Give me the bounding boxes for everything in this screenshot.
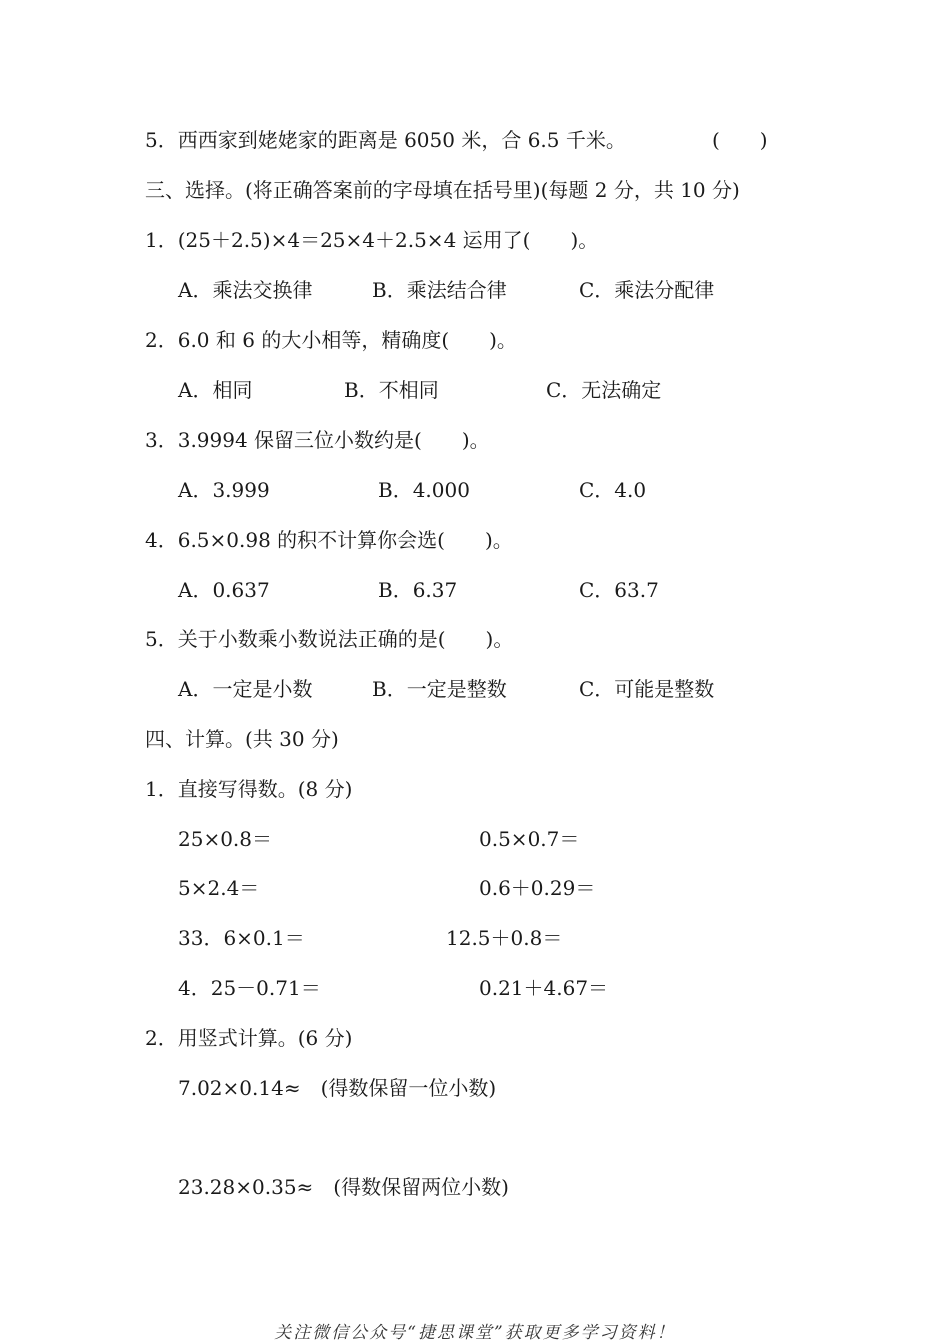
option-b: B．4.000 [378, 478, 470, 502]
option-a: A．0.637 [178, 578, 270, 602]
option-b: B．一定是整数 [372, 677, 507, 701]
option-c: C．可能是整数 [579, 677, 715, 701]
calc-item: 12.5＋0.8＝ [446, 926, 563, 950]
option-c: C．4.0 [579, 478, 647, 502]
subsection-title-vertical: 2．用竖式计算。(6 分) [145, 1026, 353, 1050]
choice-question-stem: 4．6.5×0.98 的积不计算你会选( )。 [145, 528, 513, 552]
option-a: A．相同 [178, 378, 253, 402]
choice-question-stem: 3．3.9994 保留三位小数约是( )。 [145, 428, 490, 452]
option-a: A．一定是小数 [178, 677, 313, 701]
vertical-calc-item: 23.28×0.35≈ (得数保留两位小数) [178, 1175, 509, 1199]
option-c: C．乘法分配律 [579, 278, 715, 302]
calc-item: 0.21＋4.67＝ [479, 976, 609, 1000]
option-a: A．乘法交换律 [178, 278, 313, 302]
calc-item: 4．25－0.71＝ [178, 976, 321, 1000]
section-title-calculation: 四、计算。(共 30 分) [145, 727, 339, 751]
subsection-title-direct: 1．直接写得数。(8 分) [145, 777, 353, 801]
choice-question-stem: 1．(25＋2.5)×4＝25×4＋2.5×4 运用了( )。 [145, 228, 599, 252]
option-b: B．6.37 [378, 578, 458, 602]
calc-item: 0.5×0.7＝ [479, 827, 580, 851]
vertical-calc-item: 7.02×0.14≈ (得数保留一位小数) [178, 1076, 497, 1100]
choice-question-stem: 5．关于小数乘小数说法正确的是( )。 [145, 627, 514, 651]
calc-item: 25×0.8＝ [178, 827, 273, 851]
calc-item: 5×2.4＝ [178, 876, 260, 900]
calc-item: 33．6×0.1＝ [178, 926, 305, 950]
choice-question-stem: 2．6.0 和 6 的大小相等，精确度( )。 [145, 328, 517, 352]
section-title-choice: 三、选择。(将正确答案前的字母填在括号里)(每题 2 分，共 10 分) [145, 178, 740, 202]
footer-watermark: 关注微信公众号“捷思课堂”获取更多学习资料！ [274, 1323, 676, 1343]
option-c: C．63.7 [579, 578, 659, 602]
option-a: A．3.999 [178, 478, 270, 502]
answer-parentheses[interactable]: ( ) [712, 128, 768, 152]
option-c: C．无法确定 [546, 378, 662, 402]
option-b: B．不相同 [344, 378, 439, 402]
calc-item: 0.6＋0.29＝ [479, 876, 596, 900]
judgement-question-5: 5．西西家到姥姥家的距离是 6050 米，合 6.5 千米。 [145, 128, 626, 152]
option-b: B．乘法结合律 [372, 278, 507, 302]
